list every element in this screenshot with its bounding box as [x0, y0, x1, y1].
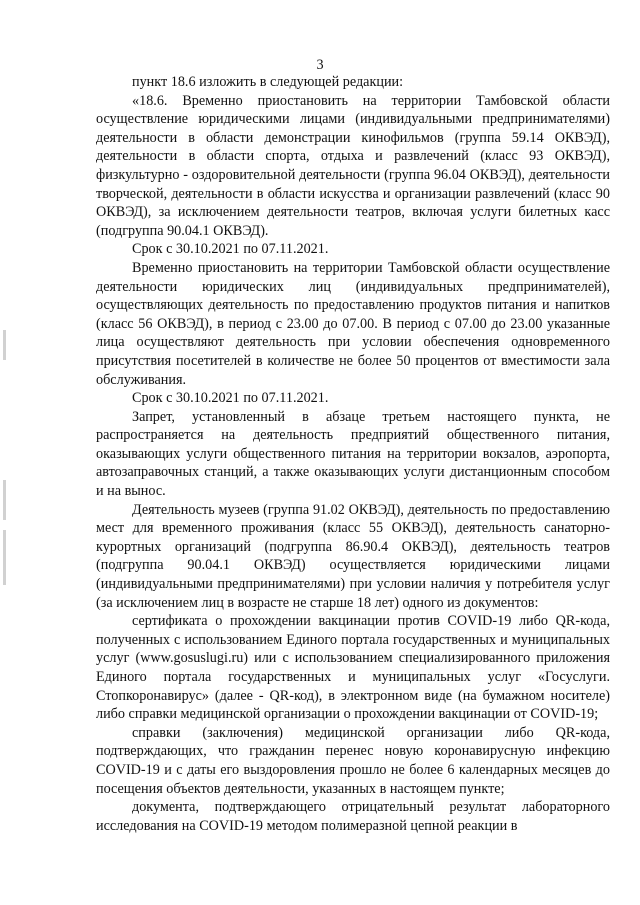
- paragraph-term-1: Срок с 30.10.2021 по 07.11.2021.: [132, 241, 329, 258]
- paragraph-recovery-certificate: справки (заключения) медицинской организации либо QR-кода, подтверждающих, что гражданин перенес новую коронавирусную инфекцию COVID-19 и с даты его выздоровления прошло не более 6 календарных месяцев до посещения объектов деятельности, указанных в настоящем пункте;: [96, 724, 610, 797]
- document-body: [96, 73, 610, 835]
- page-number: 3: [316, 57, 324, 73]
- paragraph-term-2: Срок с 30.10.2021 по 07.11.2021.: [132, 390, 329, 407]
- paragraph-18-6: «18.6. Временно приостановить на территории Тамбовской области осуществление юридическими лицами (индивидуальными предпринимателями) деятельности в области демонстрации кинофильмов (группа 59.14 ОКВЭД), деятельности в области спорта, отдыха и развлечений (класс 93 ОКВЭД), физкультурно - оздоровительной деятельности (группа 96.04 ОКВЭД), деятельности творческой, деятельности в области искусства и организации развлечений (класс 90 ОКВЭД), за исключением деятельности театров, включая услуги билетных касс (подгруппа 90.04.1 ОКВЭД).: [96, 92, 610, 239]
- paragraph-intro: пункт 18.6 изложить в следующей редакции:: [132, 74, 404, 90]
- paragraph-pcr-test: документа, подтверждающего отрицательный результат лабораторного исследования на COVID-19 методом полимеразной цепной реакции в: [96, 799, 610, 834]
- paragraph-exemption: Запрет, установленный в абзаце третьем настоящего пункта, не распространяется на деятельность предприятий общественного питания, оказывающих услуги общественного питания на территории вокзалов, аэропорта, автозаправочных станций, а также оказывающих услуги дистанционным способом и на вынос.: [96, 408, 610, 500]
- paragraph-vaccination-certificate: сертификата о прохождении вакцинации против COVID-19 либо QR-кода, полученных с использованием Единого портала государственных и муниципальных услуг (www.gosuslugi.ru) или с использованием специализированного приложения Единого портала государственных и муниципальных услуг «Госуслуги. Стопкоронавирус» (далее - QR-код), в электронном виде (на бумажном носителе) либо справки медицинской организации о прохождении вакцинации от COVID-19;: [96, 613, 610, 723]
- scan-margin-marks: [0, 330, 12, 590]
- paragraph-museums-theatres: Деятельность музеев (группа 91.02 ОКВЭД), деятельность по предоставлению мест для временного проживания (класс 55 ОКВЭД), деятельность санаторно-курортных организаций (подгруппа 86.90.4 ОКВЭД), деятельность театров (подгруппа 90.04.1 ОКВЭД) осуществляется юридическими лицами (индивидуальными предпринимателями) при условии наличия у потребителя услуг (за исключением лиц в возрасте не старше 18 лет) одного из документов:: [96, 501, 610, 611]
- paragraph-catering-suspension: Временно приостановить на территории Тамбовской области осуществление деятельности юридических лиц (индивидуальных предпринимателей), осуществляющих деятельность по предоставлению продуктов питания и напитков (класс 56 ОКВЭД), в период с 23.00 до 07.00. В период с 07.00 до 23.00 указанные лица осуществляют деятельность при условии обеспечения одновременного присутствия посетителей в количестве не более 50 процентов от вместимости зала обслуживания.: [96, 259, 610, 388]
